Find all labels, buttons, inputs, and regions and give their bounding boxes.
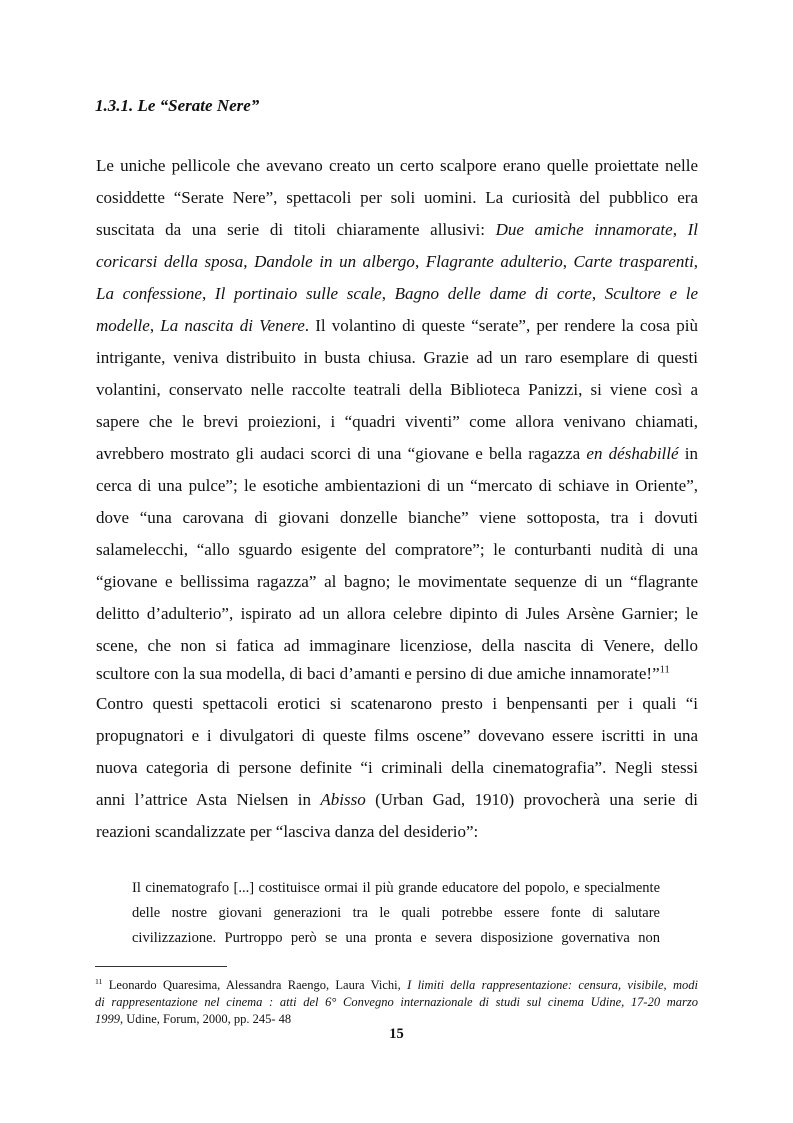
footnote-line: $^{11}$ Leonardo Quaresima, Alessandra Raengo, Laura Vichi, I limiti della rappresentazione: censura, visibile, modi (95, 976, 698, 992)
body-line: cerca di una pulce”; le esotiche ambientazioni di un “mercato di schiave in Oriente”, (96, 476, 698, 495)
film-title: Dandole in un albergo (254, 252, 415, 271)
body-line: dove “una carovana di giovani donzelle bianche” viene sottoposta, tra i dovuti (96, 508, 698, 527)
italic-phrase: en déshabillé (586, 444, 679, 463)
body-line: avrebbero mostrato gli audaci scorci di una “giovane e bella ragazza en déshabillé in (96, 444, 699, 463)
body-line: cosiddette “Serate Nere”, spettacoli per soli uomini. La curiosità del pubblico era (96, 188, 698, 207)
quote-line: Il cinematografo [...] costituisce ormai il più grande educatore del popolo, e specialmente (132, 880, 660, 896)
film-title: La confessione (96, 284, 202, 303)
page-number: 15 (389, 1026, 404, 1042)
body-line: La confessione, Il portinaio sulle scale, Bagno delle dame di corte, Scultore e le (96, 284, 699, 303)
film-title: La nascita di Venere (160, 316, 305, 335)
quote-line: civilizzazione. Purtroppo però se una pronta e severa disposizione governativa non (132, 930, 660, 946)
body-line: suscitata da una serie di titoli chiaramente allusivi: Due amiche innamorate, Il (96, 220, 698, 239)
quote-line: delle nostre giovani generazioni tra le quali potrebbe essere fonte di salutare (132, 905, 660, 921)
body-line: propugnatori e i divulgatori di queste films oscene” dovevano essere iscritti in una (96, 726, 698, 745)
body-line: modelle, La nascita di Venere. Il volantino di queste “serate”, per rendere la cosa più (96, 316, 699, 335)
body-line: sapere che le brevi proiezioni, i “quadri viventi” come allora venivano chiamati, (96, 412, 698, 431)
film-title: Carte trasparenti (573, 252, 694, 271)
body-line: scene, che non si fatica ad immaginare licenziose, della nascita di Venere, dello (96, 636, 698, 655)
film-title: Scultore e le (604, 284, 699, 303)
footnote-number: 11 (95, 976, 103, 986)
film-title: Il (687, 220, 698, 239)
body-line: scultore con la sua modella, di baci d’amanti e persino di due amiche innamorate!”$^{11}$ (96, 664, 670, 683)
footnote-separator (95, 966, 227, 967)
body-line: “giovane e bellissima ragazza” al bagno; le movimentate sequenze di un “flagrante (96, 572, 698, 591)
section-heading: 1.3.1. Le “Serate Nere” (95, 96, 260, 115)
footnote-line: di rappresentazione nel cinema : atti del 6° Convegno internazionale di studi sul cinema Udine, 17-20 marzo (95, 995, 698, 1009)
body-line: anni l’attrice Asta Nielsen in Abisso (Urban Gad, 1910) provocherà una serie di (96, 790, 698, 809)
film-title: Flagrante adulterio (425, 252, 563, 271)
footnote-reference: 11 (659, 664, 670, 676)
body-line: Contro questi spettacoli erotici si scatenarono presto i benpensanti per i quali “i (96, 694, 698, 713)
body-line: intrigante, veniva distribuito in busta chiusa. Grazie ad un raro esemplare di questi (96, 348, 698, 367)
body-line: coricarsi della sposa, Dandole in un albergo, Flagrante adulterio, Carte trasparenti, (96, 252, 699, 271)
body-line: Le uniche pellicole che avevano creato un certo scalpore erano quelle proiettate nelle (96, 156, 698, 175)
footnote-line: 1999, Udine, Forum, 2000, pp. 245- 48 (95, 1012, 292, 1026)
body-line: delitto d’adulterio”, ispirato ad un allora celebre dipinto di Jules Arsène Garnier; le (96, 604, 698, 623)
film-title: Abisso (320, 790, 366, 809)
body-line: reazioni scandalizzate per “lasciva danza del desiderio”: (96, 822, 479, 841)
film-title: modelle (96, 316, 150, 335)
film-title: Due amiche innamorate (495, 220, 673, 239)
body-line: salamelecchi, “allo sguardo esigente del compratore”; le conturbanti nudità di una (96, 540, 698, 559)
film-title: Bagno delle dame di corte (394, 284, 592, 303)
body-line: nuova categoria di persone definite “i criminali della cinematografia”. Negli stessi (96, 758, 698, 777)
film-title: Il portinaio sulle scale (214, 284, 382, 303)
film-title: coricarsi della sposa (96, 252, 244, 271)
body-line: volantini, conservato nelle raccolte teatrali della Biblioteca Panizzi, si viene così a (96, 380, 698, 399)
